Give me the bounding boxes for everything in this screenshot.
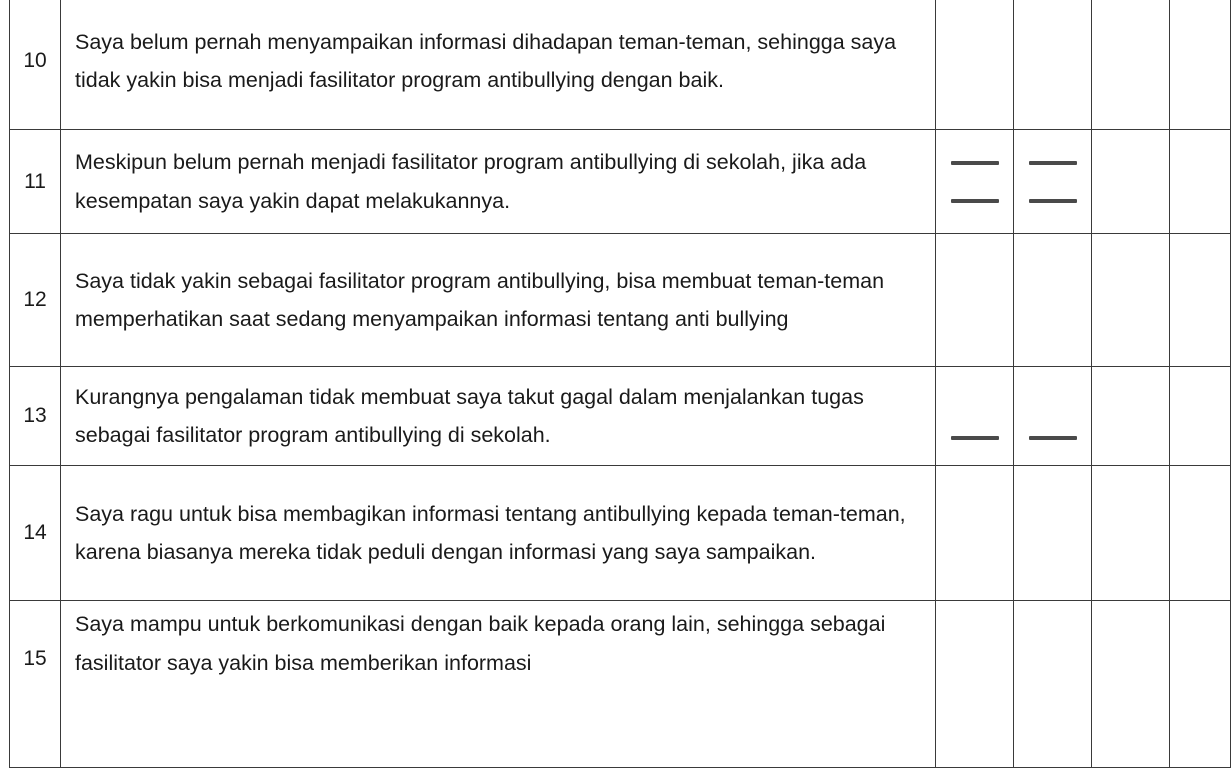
answer-cell-4[interactable] [1170, 130, 1231, 234]
answer-cell-3[interactable] [1092, 466, 1170, 601]
answer-cell-4[interactable] [1170, 234, 1231, 367]
row-number: 13 [10, 367, 61, 466]
row-number: 15 [10, 601, 61, 768]
answer-cell-2[interactable] [1014, 234, 1092, 367]
table-row-11 [10, 130, 1231, 234]
double-dash-mark [936, 161, 1013, 203]
table-row-14 [10, 466, 1231, 601]
answer-cell-3[interactable] [1092, 0, 1170, 130]
table-row-15 [10, 601, 1231, 768]
table-row-12 [10, 234, 1231, 367]
answer-cell-1[interactable] [936, 0, 1014, 130]
dash-mark [951, 436, 999, 440]
dash-mark [1029, 436, 1077, 440]
answer-cell-1[interactable] [936, 367, 1014, 466]
statement-text: Saya ragu untuk bisa membagikan informasi tentang antibullying kepada teman-teman, karena biasanya mereka tidak peduli dengan informasi yang saya sampaikan. [61, 466, 936, 601]
dash-mark [951, 161, 999, 165]
double-dash-mark [1014, 161, 1091, 203]
answer-cell-2[interactable] [1014, 130, 1092, 234]
row-number: 12 [10, 234, 61, 367]
answer-cell-2[interactable] [1014, 367, 1092, 466]
dash-mark [951, 199, 999, 203]
statement-text: Saya belum pernah menyampaikan informasi dihadapan teman-teman, sehingga saya tidak yakin bisa menjadi fasilitator program antibullying dengan baik. [61, 0, 936, 130]
table-row-10 [10, 0, 1231, 130]
answer-cell-3[interactable] [1092, 601, 1170, 768]
statement-text: Saya mampu untuk berkomunikasi dengan baik kepada orang lain, sehingga sebagai fasilitator saya yakin bisa memberikan informasi [61, 601, 936, 768]
answer-cell-1[interactable] [936, 130, 1014, 234]
answer-cell-2[interactable] [1014, 466, 1092, 601]
row-number: 10 [10, 0, 61, 130]
single-dash-mark [1014, 392, 1091, 440]
answer-cell-1[interactable] [936, 466, 1014, 601]
answer-cell-3[interactable] [1092, 367, 1170, 466]
single-dash-mark [936, 392, 1013, 440]
answer-cell-3[interactable] [1092, 234, 1170, 367]
row-number: 11 [10, 130, 61, 234]
answer-cell-2[interactable] [1014, 0, 1092, 130]
questionnaire-table [9, 0, 1231, 768]
answer-cell-4[interactable] [1170, 0, 1231, 130]
answer-cell-4[interactable] [1170, 367, 1231, 466]
statement-text: Kurangnya pengalaman tidak membuat saya takut gagal dalam menjalankan tugas sebagai fasilitator program antibullying di sekolah. [61, 367, 936, 466]
answer-cell-1[interactable] [936, 601, 1014, 768]
answer-cell-4[interactable] [1170, 601, 1231, 768]
answer-cell-3[interactable] [1092, 130, 1170, 234]
statement-text: Meskipun belum pernah menjadi fasilitator program antibullying di sekolah, jika ada kesempatan saya yakin dapat melakukannya. [61, 130, 936, 234]
dash-mark [1029, 161, 1077, 165]
answer-cell-2[interactable] [1014, 601, 1092, 768]
answer-cell-1[interactable] [936, 234, 1014, 367]
answer-cell-4[interactable] [1170, 466, 1231, 601]
statement-text: Saya tidak yakin sebagai fasilitator program antibullying, bisa membuat teman-teman memperhatikan saat sedang menyampaikan informasi tentang anti bullying [61, 234, 936, 367]
dash-mark [1029, 199, 1077, 203]
row-number: 14 [10, 466, 61, 601]
table-row-13 [10, 367, 1231, 466]
